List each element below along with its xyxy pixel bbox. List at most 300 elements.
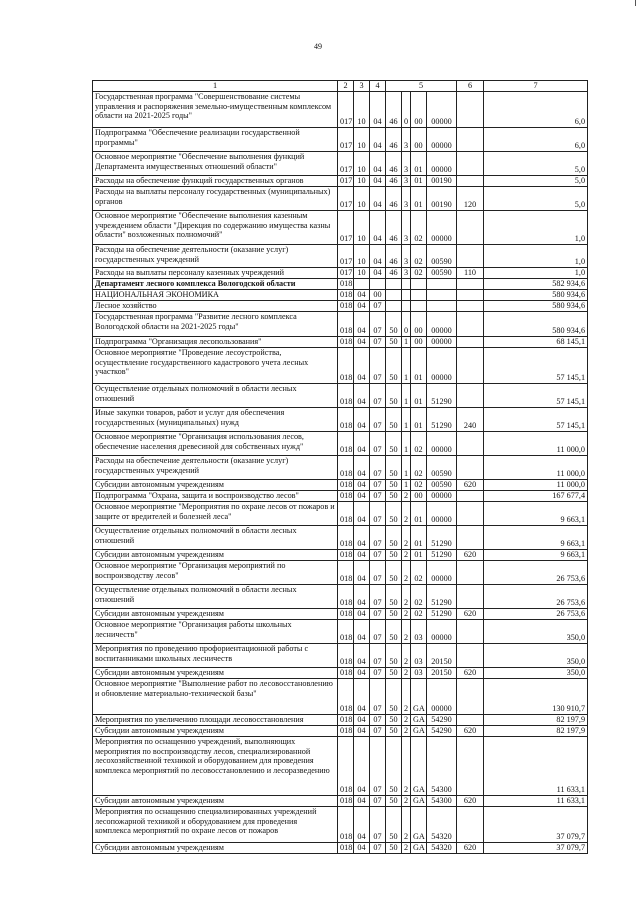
cell-name: Основное мероприятие "Проведение лесоустройства, осуществление государственного кадастрового учета лесных участков" bbox=[93, 348, 338, 384]
cell-c2: 017 bbox=[338, 245, 354, 268]
table-row bbox=[93, 279, 588, 290]
cell-name: Основное мероприятие "Обеспечение выполнения казенным учреждением области "Дирекция по содержанию имущества казны области" возложенных полномочий" bbox=[93, 211, 338, 245]
cell-c3 bbox=[354, 279, 370, 290]
cell-p3 bbox=[411, 301, 427, 312]
cell-p4: 00590 bbox=[427, 268, 457, 279]
cell-p3: 01 bbox=[411, 176, 427, 187]
cell-c4: 07 bbox=[370, 679, 386, 715]
cell-c4: 00 bbox=[370, 290, 386, 301]
cell-p1: 50 bbox=[386, 620, 402, 644]
cell-c6 bbox=[457, 491, 484, 502]
cell-p3: 03 bbox=[411, 620, 427, 644]
table-row bbox=[93, 480, 588, 491]
cell-c3: 04 bbox=[354, 843, 370, 854]
cell-name: Государственная программа "Развитие лесного комплекса Вологодской области на 2021-2025 годы" bbox=[93, 312, 338, 337]
cell-c2: 018 bbox=[338, 279, 354, 290]
cell-c3: 04 bbox=[354, 348, 370, 384]
cell-p3: 02 bbox=[411, 585, 427, 609]
cell-c2: 018 bbox=[338, 668, 354, 679]
cell-p1: 46 bbox=[386, 152, 402, 176]
cell-p2: 1 bbox=[402, 348, 411, 384]
cell-c7: 580 934,6 bbox=[484, 301, 588, 312]
cell-c4: 07 bbox=[370, 620, 386, 644]
cell-c4: 04 bbox=[370, 211, 386, 245]
cell-c7: 350,0 bbox=[484, 644, 588, 668]
cell-p3: 01 bbox=[411, 152, 427, 176]
cell-c3: 04 bbox=[354, 301, 370, 312]
cell-p2: 0 bbox=[402, 92, 411, 128]
cell-c3: 04 bbox=[354, 609, 370, 620]
table-row bbox=[93, 668, 588, 679]
header-cell: 1 bbox=[93, 81, 338, 92]
table-row bbox=[93, 502, 588, 526]
cell-p2: 2 bbox=[402, 620, 411, 644]
cell-p1: 46 bbox=[386, 268, 402, 279]
cell-c4: 07 bbox=[370, 312, 386, 337]
cell-p4: 51290 bbox=[427, 408, 457, 432]
cell-p2: 2 bbox=[402, 679, 411, 715]
cell-p1: 50 bbox=[386, 384, 402, 408]
table-row bbox=[93, 726, 588, 737]
cell-c6 bbox=[457, 585, 484, 609]
cell-c6 bbox=[457, 92, 484, 128]
cell-c4: 04 bbox=[370, 245, 386, 268]
cell-p1: 50 bbox=[386, 348, 402, 384]
cell-p3: 00 bbox=[411, 128, 427, 152]
cell-c3: 10 bbox=[354, 176, 370, 187]
cell-c6 bbox=[457, 384, 484, 408]
cell-c6: 620 bbox=[457, 668, 484, 679]
cell-c2: 018 bbox=[338, 480, 354, 491]
cell-p2 bbox=[402, 290, 411, 301]
cell-c2: 018 bbox=[338, 408, 354, 432]
cell-p4: 51290 bbox=[427, 384, 457, 408]
cell-c7: 167 677,4 bbox=[484, 491, 588, 502]
cell-c2: 018 bbox=[338, 348, 354, 384]
cell-p1: 50 bbox=[386, 456, 402, 480]
cell-c3: 04 bbox=[354, 337, 370, 348]
cell-c7: 9 663,1 bbox=[484, 526, 588, 550]
cell-name: Осуществление отдельных полномочий в области лесных отношений bbox=[93, 526, 338, 550]
cell-p1 bbox=[386, 290, 402, 301]
cell-c7: 11 633,1 bbox=[484, 737, 588, 796]
cell-c2: 018 bbox=[338, 796, 354, 807]
cell-c6 bbox=[457, 211, 484, 245]
cell-p2: 2 bbox=[402, 726, 411, 737]
cell-c7: 57 145,1 bbox=[484, 408, 588, 432]
cell-c6 bbox=[457, 348, 484, 384]
cell-c4: 07 bbox=[370, 796, 386, 807]
cell-p3: GA bbox=[411, 726, 427, 737]
cell-c7: 82 197,9 bbox=[484, 726, 588, 737]
header-cell: 7 bbox=[484, 81, 588, 92]
cell-p3: 01 bbox=[411, 526, 427, 550]
cell-p4: 00590 bbox=[427, 245, 457, 268]
cell-c2: 018 bbox=[338, 843, 354, 854]
cell-name: Субсидии автономным учреждениям bbox=[93, 609, 338, 620]
cell-p4: 00000 bbox=[427, 348, 457, 384]
cell-c4: 07 bbox=[370, 715, 386, 726]
cell-c7: 130 910,7 bbox=[484, 679, 588, 715]
table-body bbox=[93, 81, 588, 854]
cell-name: Подпрограмма "Обеспечение реализации государственной программы" bbox=[93, 128, 338, 152]
cell-c7: 57 145,1 bbox=[484, 348, 588, 384]
table-row bbox=[93, 152, 588, 176]
header-row bbox=[93, 81, 588, 92]
cell-c7: 37 079,7 bbox=[484, 843, 588, 854]
cell-c4: 07 bbox=[370, 337, 386, 348]
cell-c2: 018 bbox=[338, 526, 354, 550]
cell-p3: 03 bbox=[411, 644, 427, 668]
cell-c3: 04 bbox=[354, 456, 370, 480]
cell-p3: 01 bbox=[411, 408, 427, 432]
cell-c2: 018 bbox=[338, 620, 354, 644]
cell-name: Субсидии автономным учреждениям bbox=[93, 796, 338, 807]
cell-c6 bbox=[457, 432, 484, 456]
cell-c2: 018 bbox=[338, 726, 354, 737]
cell-p3: 02 bbox=[411, 211, 427, 245]
cell-c3: 04 bbox=[354, 585, 370, 609]
cell-p1: 50 bbox=[386, 550, 402, 561]
cell-p4: 00000 bbox=[427, 337, 457, 348]
cell-p1: 50 bbox=[386, 796, 402, 807]
cell-p3: 00 bbox=[411, 337, 427, 348]
cell-p4: 51290 bbox=[427, 526, 457, 550]
cell-c7: 11 633,1 bbox=[484, 796, 588, 807]
table-row bbox=[93, 384, 588, 408]
cell-p3: GA bbox=[411, 807, 427, 843]
cell-p2: 2 bbox=[402, 796, 411, 807]
cell-p4: 00000 bbox=[427, 128, 457, 152]
cell-p3: 00 bbox=[411, 92, 427, 128]
cell-c3: 04 bbox=[354, 408, 370, 432]
cell-c4: 07 bbox=[370, 737, 386, 796]
corner-mark bbox=[635, 0, 636, 6]
cell-name: Субсидии автономным учреждениям bbox=[93, 550, 338, 561]
cell-c2: 018 bbox=[338, 715, 354, 726]
cell-p4: 00000 bbox=[427, 432, 457, 456]
cell-c7: 82 197,9 bbox=[484, 715, 588, 726]
cell-c4: 07 bbox=[370, 502, 386, 526]
cell-c4: 07 bbox=[370, 348, 386, 384]
cell-c3: 10 bbox=[354, 268, 370, 279]
cell-name: Мероприятия по проведению профориентационной работы с воспитанниками школьных лесничеств bbox=[93, 644, 338, 668]
cell-p4: 54300 bbox=[427, 796, 457, 807]
cell-p3: GA bbox=[411, 715, 427, 726]
cell-c7: 1,0 bbox=[484, 211, 588, 245]
cell-c3: 04 bbox=[354, 491, 370, 502]
cell-c4: 07 bbox=[370, 550, 386, 561]
cell-c2: 017 bbox=[338, 187, 354, 211]
cell-p2: 3 bbox=[402, 152, 411, 176]
cell-c6 bbox=[457, 128, 484, 152]
cell-p2: 2 bbox=[402, 715, 411, 726]
cell-c7: 582 934,6 bbox=[484, 279, 588, 290]
cell-name: Расходы на выплаты персоналу государственных (муниципальных) органов bbox=[93, 187, 338, 211]
cell-p4: 54300 bbox=[427, 737, 457, 796]
cell-c7: 9 663,1 bbox=[484, 502, 588, 526]
cell-c3: 04 bbox=[354, 561, 370, 585]
cell-p1: 50 bbox=[386, 644, 402, 668]
cell-c3: 04 bbox=[354, 432, 370, 456]
cell-c7: 350,0 bbox=[484, 668, 588, 679]
cell-c2: 018 bbox=[338, 644, 354, 668]
cell-c6 bbox=[457, 561, 484, 585]
cell-c2: 018 bbox=[338, 807, 354, 843]
cell-p4: 00190 bbox=[427, 176, 457, 187]
cell-c3: 10 bbox=[354, 152, 370, 176]
cell-p1: 50 bbox=[386, 843, 402, 854]
cell-p1: 46 bbox=[386, 92, 402, 128]
cell-name: Государственная программа "Совершенствование системы управления и распоряжения земельно-имущественным комплексом области на 2021-2025 годы" bbox=[93, 92, 338, 128]
cell-c4: 07 bbox=[370, 644, 386, 668]
cell-p4 bbox=[427, 301, 457, 312]
table-row bbox=[93, 268, 588, 279]
cell-c2: 018 bbox=[338, 312, 354, 337]
cell-c6 bbox=[457, 290, 484, 301]
cell-c6 bbox=[457, 620, 484, 644]
cell-c4: 07 bbox=[370, 526, 386, 550]
cell-p1: 50 bbox=[386, 737, 402, 796]
cell-c4: 04 bbox=[370, 176, 386, 187]
cell-p1: 50 bbox=[386, 337, 402, 348]
cell-p4: 54320 bbox=[427, 807, 457, 843]
cell-c6 bbox=[457, 715, 484, 726]
cell-c7: 580 934,6 bbox=[484, 312, 588, 337]
cell-c3: 04 bbox=[354, 620, 370, 644]
cell-c3: 10 bbox=[354, 187, 370, 211]
cell-c2: 018 bbox=[338, 491, 354, 502]
page-number: 49 bbox=[314, 42, 322, 51]
cell-name: Субсидии автономным учреждениям bbox=[93, 726, 338, 737]
cell-p2: 2 bbox=[402, 668, 411, 679]
cell-c7: 26 753,6 bbox=[484, 561, 588, 585]
cell-c7: 1,0 bbox=[484, 245, 588, 268]
table-row bbox=[93, 491, 588, 502]
table-row bbox=[93, 679, 588, 715]
cell-p3: 02 bbox=[411, 561, 427, 585]
cell-name: Подпрограмма "Организация лесопользования" bbox=[93, 337, 338, 348]
cell-c3: 10 bbox=[354, 92, 370, 128]
cell-name: Мероприятия по оснащению специализированных учреждений лесопожарной техникой и оборудованием для проведения комплекса мероприятий по охране лесов от пожаров bbox=[93, 807, 338, 843]
table-row bbox=[93, 715, 588, 726]
cell-c3: 10 bbox=[354, 211, 370, 245]
table-row bbox=[93, 408, 588, 432]
cell-p1: 50 bbox=[386, 561, 402, 585]
cell-p1: 50 bbox=[386, 432, 402, 456]
cell-p4: 20150 bbox=[427, 644, 457, 668]
cell-p4: 51290 bbox=[427, 585, 457, 609]
cell-c2: 017 bbox=[338, 128, 354, 152]
cell-c6 bbox=[457, 502, 484, 526]
cell-p1: 50 bbox=[386, 679, 402, 715]
cell-p2: 2 bbox=[402, 644, 411, 668]
cell-p2: 2 bbox=[402, 526, 411, 550]
cell-p2: 1 bbox=[402, 384, 411, 408]
cell-p1: 46 bbox=[386, 176, 402, 187]
cell-c3: 10 bbox=[354, 128, 370, 152]
cell-c7: 37 079,7 bbox=[484, 807, 588, 843]
cell-c3: 04 bbox=[354, 796, 370, 807]
cell-c3: 04 bbox=[354, 312, 370, 337]
header-cell: 3 bbox=[354, 81, 370, 92]
cell-c3: 04 bbox=[354, 726, 370, 737]
cell-p3: 02 bbox=[411, 268, 427, 279]
table-row bbox=[93, 644, 588, 668]
cell-c2: 018 bbox=[338, 432, 354, 456]
cell-c7: 1,0 bbox=[484, 268, 588, 279]
cell-c7: 11 000,0 bbox=[484, 432, 588, 456]
cell-c6: 120 bbox=[457, 187, 484, 211]
cell-c3: 04 bbox=[354, 526, 370, 550]
cell-p3: 01 bbox=[411, 187, 427, 211]
cell-p4: 00590 bbox=[427, 480, 457, 491]
cell-p2: 1 bbox=[402, 480, 411, 491]
cell-name: Субсидии автономным учреждениям bbox=[93, 843, 338, 854]
cell-p1 bbox=[386, 301, 402, 312]
cell-c2: 017 bbox=[338, 92, 354, 128]
cell-c2: 018 bbox=[338, 550, 354, 561]
cell-c7: 5,0 bbox=[484, 152, 588, 176]
cell-name: Департамент лесного комплекса Вологодской области bbox=[93, 279, 338, 290]
table-row bbox=[93, 550, 588, 561]
cell-c4: 07 bbox=[370, 726, 386, 737]
cell-c3: 04 bbox=[354, 384, 370, 408]
cell-c4: 07 bbox=[370, 384, 386, 408]
cell-c3: 04 bbox=[354, 644, 370, 668]
cell-p2: 0 bbox=[402, 312, 411, 337]
cell-p2: 1 bbox=[402, 432, 411, 456]
cell-c6: 620 bbox=[457, 796, 484, 807]
table-row bbox=[93, 609, 588, 620]
table-row bbox=[93, 176, 588, 187]
cell-c4: 04 bbox=[370, 152, 386, 176]
cell-p4: 00000 bbox=[427, 561, 457, 585]
cell-c4: 07 bbox=[370, 609, 386, 620]
cell-c6: 240 bbox=[457, 408, 484, 432]
cell-p1: 46 bbox=[386, 128, 402, 152]
table-row bbox=[93, 92, 588, 128]
cell-p1: 46 bbox=[386, 187, 402, 211]
cell-p2: 3 bbox=[402, 128, 411, 152]
cell-p2: 2 bbox=[402, 807, 411, 843]
header-cell: 4 bbox=[370, 81, 386, 92]
cell-c2: 018 bbox=[338, 502, 354, 526]
cell-c3: 04 bbox=[354, 290, 370, 301]
table-row bbox=[93, 561, 588, 585]
cell-c4 bbox=[370, 279, 386, 290]
cell-c6 bbox=[457, 337, 484, 348]
cell-c2: 018 bbox=[338, 585, 354, 609]
cell-p3: GA bbox=[411, 679, 427, 715]
cell-c3: 04 bbox=[354, 737, 370, 796]
cell-p2 bbox=[402, 301, 411, 312]
cell-p4: 51290 bbox=[427, 609, 457, 620]
cell-c7: 11 000,0 bbox=[484, 480, 588, 491]
cell-p1: 50 bbox=[386, 408, 402, 432]
cell-name: Иные закупки товаров, работ и услуг для обеспечения государственных (муниципальных) нужд bbox=[93, 408, 338, 432]
cell-c4: 04 bbox=[370, 268, 386, 279]
cell-p2: 2 bbox=[402, 843, 411, 854]
cell-c6: 110 bbox=[457, 268, 484, 279]
cell-c6: 620 bbox=[457, 550, 484, 561]
table-row bbox=[93, 290, 588, 301]
cell-c4: 07 bbox=[370, 301, 386, 312]
cell-p3: GA bbox=[411, 843, 427, 854]
cell-p4: 51290 bbox=[427, 550, 457, 561]
cell-p2: 3 bbox=[402, 187, 411, 211]
cell-p1: 50 bbox=[386, 807, 402, 843]
cell-name: Расходы на обеспечение функций государственных органов bbox=[93, 176, 338, 187]
cell-name: Мероприятия по увеличению площади лесовосстановления bbox=[93, 715, 338, 726]
cell-c3: 04 bbox=[354, 502, 370, 526]
cell-p2: 2 bbox=[402, 561, 411, 585]
cell-p3: 00 bbox=[411, 312, 427, 337]
cell-p4: 20150 bbox=[427, 668, 457, 679]
cell-c4: 07 bbox=[370, 408, 386, 432]
table-row bbox=[93, 301, 588, 312]
cell-c6 bbox=[457, 312, 484, 337]
cell-c2: 018 bbox=[338, 290, 354, 301]
cell-c7: 57 145,1 bbox=[484, 384, 588, 408]
cell-p4: 00190 bbox=[427, 187, 457, 211]
cell-c6 bbox=[457, 737, 484, 796]
cell-name: Основное мероприятие "Обеспечение выполнения функций Департамента имущественных отношений области" bbox=[93, 152, 338, 176]
cell-p4: 54290 bbox=[427, 715, 457, 726]
cell-p2: 2 bbox=[402, 737, 411, 796]
cell-c6 bbox=[457, 301, 484, 312]
cell-p3: GA bbox=[411, 796, 427, 807]
cell-c7: 6,0 bbox=[484, 128, 588, 152]
cell-p2: 1 bbox=[402, 456, 411, 480]
cell-c7: 11 000,0 bbox=[484, 456, 588, 480]
cell-p3 bbox=[411, 279, 427, 290]
cell-c2: 017 bbox=[338, 268, 354, 279]
cell-p2: 1 bbox=[402, 408, 411, 432]
cell-p3: GA bbox=[411, 737, 427, 796]
table-row bbox=[93, 337, 588, 348]
cell-c2: 018 bbox=[338, 679, 354, 715]
cell-c3: 04 bbox=[354, 668, 370, 679]
cell-c6 bbox=[457, 526, 484, 550]
cell-name: Осуществление отдельных полномочий в области лесных отношений bbox=[93, 384, 338, 408]
header-cell: 5 bbox=[386, 81, 457, 92]
cell-p2: 3 bbox=[402, 268, 411, 279]
cell-p2: 1 bbox=[402, 337, 411, 348]
cell-p4: 54320 bbox=[427, 843, 457, 854]
cell-c4: 07 bbox=[370, 843, 386, 854]
cell-name: Субсидии автономным учреждениям bbox=[93, 668, 338, 679]
cell-c6 bbox=[457, 279, 484, 290]
cell-p3: 01 bbox=[411, 384, 427, 408]
table-row bbox=[93, 807, 588, 843]
cell-p1: 50 bbox=[386, 312, 402, 337]
cell-p3: 02 bbox=[411, 480, 427, 491]
cell-c3: 04 bbox=[354, 550, 370, 561]
cell-c6 bbox=[457, 807, 484, 843]
table-row bbox=[93, 585, 588, 609]
table-row bbox=[93, 312, 588, 337]
table-row bbox=[93, 432, 588, 456]
cell-name: Субсидии автономным учреждениям bbox=[93, 480, 338, 491]
table-row bbox=[93, 245, 588, 268]
table-row bbox=[93, 796, 588, 807]
cell-p2: 3 bbox=[402, 245, 411, 268]
cell-p3: 02 bbox=[411, 456, 427, 480]
cell-c7: 350,0 bbox=[484, 620, 588, 644]
cell-p4: 00000 bbox=[427, 502, 457, 526]
cell-name: НАЦИОНАЛЬНАЯ ЭКОНОМИКА bbox=[93, 290, 338, 301]
